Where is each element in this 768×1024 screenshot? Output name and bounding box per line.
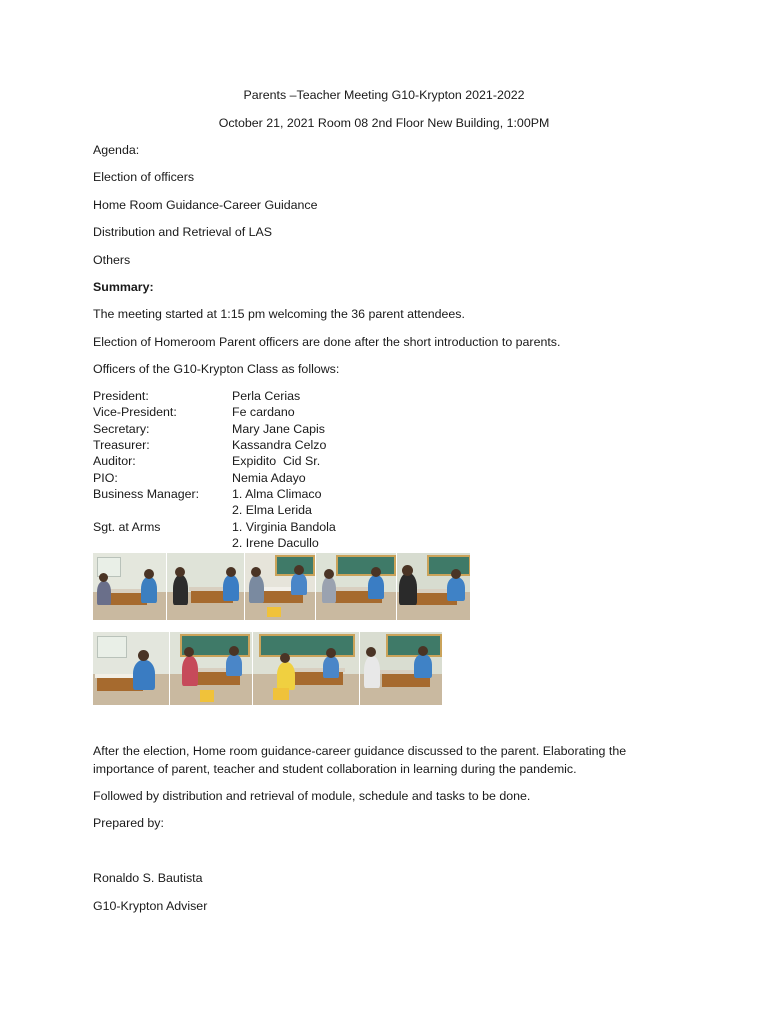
officer-row bbox=[93, 502, 513, 518]
meeting-photo bbox=[397, 553, 471, 620]
officer-row bbox=[93, 421, 513, 437]
summary-line: Officers of the G10-Krypton Class as follows: bbox=[93, 362, 340, 376]
meeting-photo bbox=[245, 553, 316, 620]
agenda-label: Agenda: bbox=[93, 143, 140, 157]
signatory-position: G10-Krypton Adviser bbox=[93, 899, 208, 913]
officer-role: PIO: bbox=[93, 471, 118, 485]
meeting-photo bbox=[93, 632, 170, 705]
summary-line: Election of Homeroom Parent officers are done after the short introduction to parents. bbox=[93, 335, 561, 349]
meeting-photo bbox=[316, 553, 397, 620]
signatory-name: Ronaldo S. Bautista bbox=[93, 871, 203, 885]
meeting-photo-strip bbox=[93, 553, 471, 620]
officer-name: Kassandra Celzo bbox=[232, 438, 327, 452]
meeting-photo-strip bbox=[93, 632, 443, 705]
officer-row bbox=[93, 535, 513, 551]
officer-name: 2. Elma Lerida bbox=[232, 503, 312, 517]
officer-role: Auditor: bbox=[93, 454, 136, 468]
officer-name: Fe cardano bbox=[232, 405, 295, 419]
officer-role: Secretary: bbox=[93, 422, 150, 436]
officer-name: Perla Cerias bbox=[232, 389, 301, 403]
officer-role: Treasurer: bbox=[93, 438, 150, 452]
closing-paragraph: Followed by distribution and retrieval of module, schedule and tasks to be done. bbox=[93, 789, 531, 803]
officer-name: 2. Irene Dacullo bbox=[232, 536, 319, 550]
meeting-photo bbox=[167, 553, 245, 620]
meeting-photo bbox=[93, 553, 167, 620]
meeting-photo bbox=[360, 632, 443, 705]
meeting-photo bbox=[170, 632, 253, 705]
document-title: Parents –Teacher Meeting G10-Krypton 2021-2022 bbox=[243, 88, 525, 102]
officer-row bbox=[93, 437, 513, 453]
meeting-photo bbox=[253, 632, 360, 705]
officer-row bbox=[93, 404, 513, 420]
agenda-item: Home Room Guidance-Career Guidance bbox=[93, 198, 318, 212]
summary-line: The meeting started at 1:15 pm welcoming the 36 parent attendees. bbox=[93, 307, 465, 321]
closing-paragraph: After the election, Home room guidance-career guidance discussed to the parent. Elaborating the importance of parent, teacher and student collaboration in learning during the pandemic. bbox=[93, 744, 627, 776]
prepared-by-label: Prepared by: bbox=[93, 816, 164, 830]
officer-row bbox=[93, 486, 513, 502]
officer-name: Expidito Cid Sr. bbox=[232, 454, 321, 468]
officer-row bbox=[93, 388, 513, 404]
summary-label: Summary: bbox=[93, 280, 154, 294]
officer-role: Sgt. at Arms bbox=[93, 520, 161, 534]
meeting-details: October 21, 2021 Room 08 2nd Floor New Building, 1:00PM bbox=[218, 116, 550, 130]
officer-name: 1. Alma Climaco bbox=[232, 487, 322, 501]
officer-name: Nemia Adayo bbox=[232, 471, 306, 485]
agenda-item: Election of officers bbox=[93, 170, 195, 184]
officer-name: Mary Jane Capis bbox=[232, 422, 325, 436]
officer-name: 1. Virginia Bandola bbox=[232, 520, 336, 534]
officer-role: Vice-President: bbox=[93, 405, 177, 419]
officer-row bbox=[93, 453, 513, 469]
agenda-item: Others bbox=[93, 253, 131, 267]
officer-row bbox=[93, 470, 513, 486]
officer-role: Business Manager: bbox=[93, 487, 200, 501]
agenda-item: Distribution and Retrieval of LAS bbox=[93, 225, 273, 239]
officer-row bbox=[93, 519, 513, 535]
officer-role: President: bbox=[93, 389, 149, 403]
